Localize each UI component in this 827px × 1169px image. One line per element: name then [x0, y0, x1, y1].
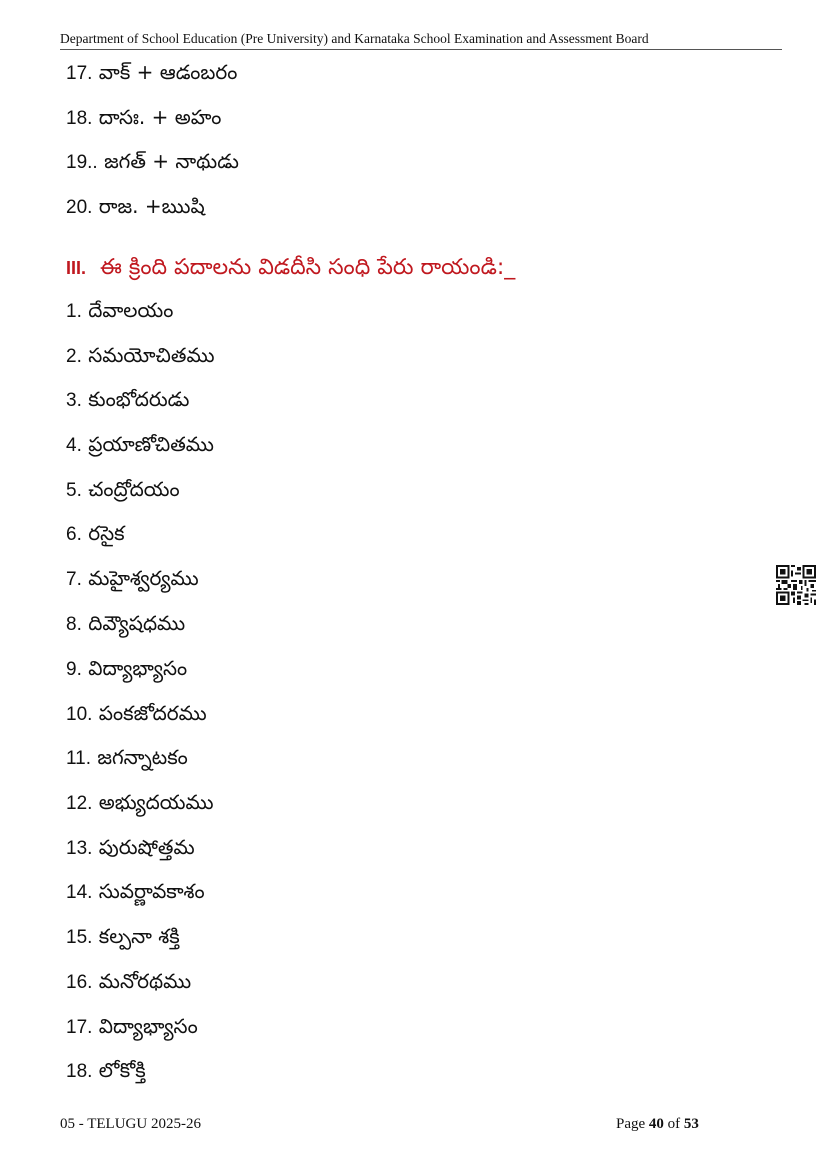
item-text: జగత్ + నాథుడు — [104, 149, 239, 173]
list-item — [66, 655, 187, 683]
item-number: 18. — [66, 108, 93, 129]
item-text: చంద్రోదయం — [88, 477, 180, 501]
footer-subject: 05 - TELUGU 2025-26 — [60, 1116, 201, 1132]
item-text: విద్యాభ్యాసం — [98, 1014, 198, 1038]
item-text: మనోరథము — [98, 969, 192, 993]
list-item — [66, 476, 180, 504]
list-item — [66, 923, 180, 951]
item-text: వాక్ + ఆడంబరం — [98, 60, 238, 84]
list-item — [66, 148, 239, 176]
list-item — [66, 193, 205, 221]
item-number: 4. — [66, 435, 82, 456]
item-text: అభ్యుదయము — [98, 790, 214, 814]
item-text: సువర్ణావకాశం — [98, 879, 205, 903]
page-number — [616, 1116, 699, 1133]
item-text: రసైక — [88, 521, 125, 545]
item-text: దివ్యౌషధము — [88, 611, 186, 635]
list-item — [66, 610, 185, 638]
list-item — [66, 520, 125, 548]
page-of: of — [667, 1116, 681, 1132]
item-text: పురుషోత్తమ — [98, 835, 195, 859]
page-current: 40 — [648, 1116, 664, 1132]
item-number: 2. — [66, 346, 82, 367]
item-number: 17. — [66, 1017, 93, 1038]
section-title: ఈ క్రింది పదాలను విడదీసి సంధి పేరు రాయండి:_ — [100, 255, 516, 280]
list-item — [66, 878, 205, 906]
list-item — [66, 104, 221, 132]
item-number: 20. — [66, 197, 93, 218]
item-text: విద్యాభ్యాసం — [88, 656, 188, 680]
item-text: జగన్నాటకం — [97, 745, 188, 769]
item-number: 6. — [66, 524, 82, 545]
list-item — [66, 386, 189, 414]
list-item — [66, 1013, 198, 1041]
list-item — [66, 834, 195, 862]
list-item — [66, 968, 191, 996]
list-item — [66, 700, 207, 728]
list-item — [66, 342, 215, 370]
item-text: ప్రయాణోచితము — [88, 432, 214, 456]
item-text: మహైశ్వర్యము — [88, 566, 199, 590]
item-text: కల్పనా శక్తి — [98, 924, 180, 948]
item-number: 14. — [66, 882, 93, 903]
item-number: 12. — [66, 793, 93, 814]
item-text: కుంభోదరుడు — [88, 387, 190, 411]
item-number: 5. — [66, 480, 82, 501]
list-item — [66, 744, 188, 772]
list-item — [66, 297, 173, 325]
list-item — [66, 565, 199, 593]
list-item — [66, 431, 214, 459]
page-prefix: Page — [616, 1116, 646, 1132]
list-item — [66, 59, 237, 87]
item-number: 19.. — [66, 152, 98, 173]
item-text: దాసః. + అహం — [98, 105, 222, 129]
item-text: దేవాలయం — [88, 298, 174, 322]
item-text: రాజ. +ఋషి — [98, 194, 205, 218]
list-item — [66, 1057, 146, 1085]
item-number: 3. — [66, 390, 82, 411]
page-total: 53 — [683, 1116, 699, 1132]
item-number: 8. — [66, 614, 82, 635]
item-number: 16. — [66, 972, 93, 993]
item-number: 10. — [66, 704, 93, 725]
list-item — [66, 789, 214, 817]
item-number: 1. — [66, 301, 82, 322]
item-number: 18. — [66, 1061, 93, 1082]
item-number: 7. — [66, 569, 82, 590]
item-text: సమయోచితము — [88, 343, 215, 367]
section-numeral: III. — [66, 258, 87, 278]
item-number: 15. — [66, 927, 93, 948]
section-heading — [66, 253, 515, 283]
item-number: 13. — [66, 838, 93, 859]
item-text: పంకజోదరము — [98, 701, 207, 725]
item-number: 9. — [66, 659, 82, 680]
item-number: 11. — [66, 748, 92, 769]
page-header: Department of School Education (Pre University) and Karnataka School Examination and Assessment Board — [60, 31, 782, 50]
item-number: 17. — [66, 63, 93, 84]
qr-code-icon — [776, 565, 816, 605]
item-text: లోకోక్తి — [98, 1058, 146, 1082]
